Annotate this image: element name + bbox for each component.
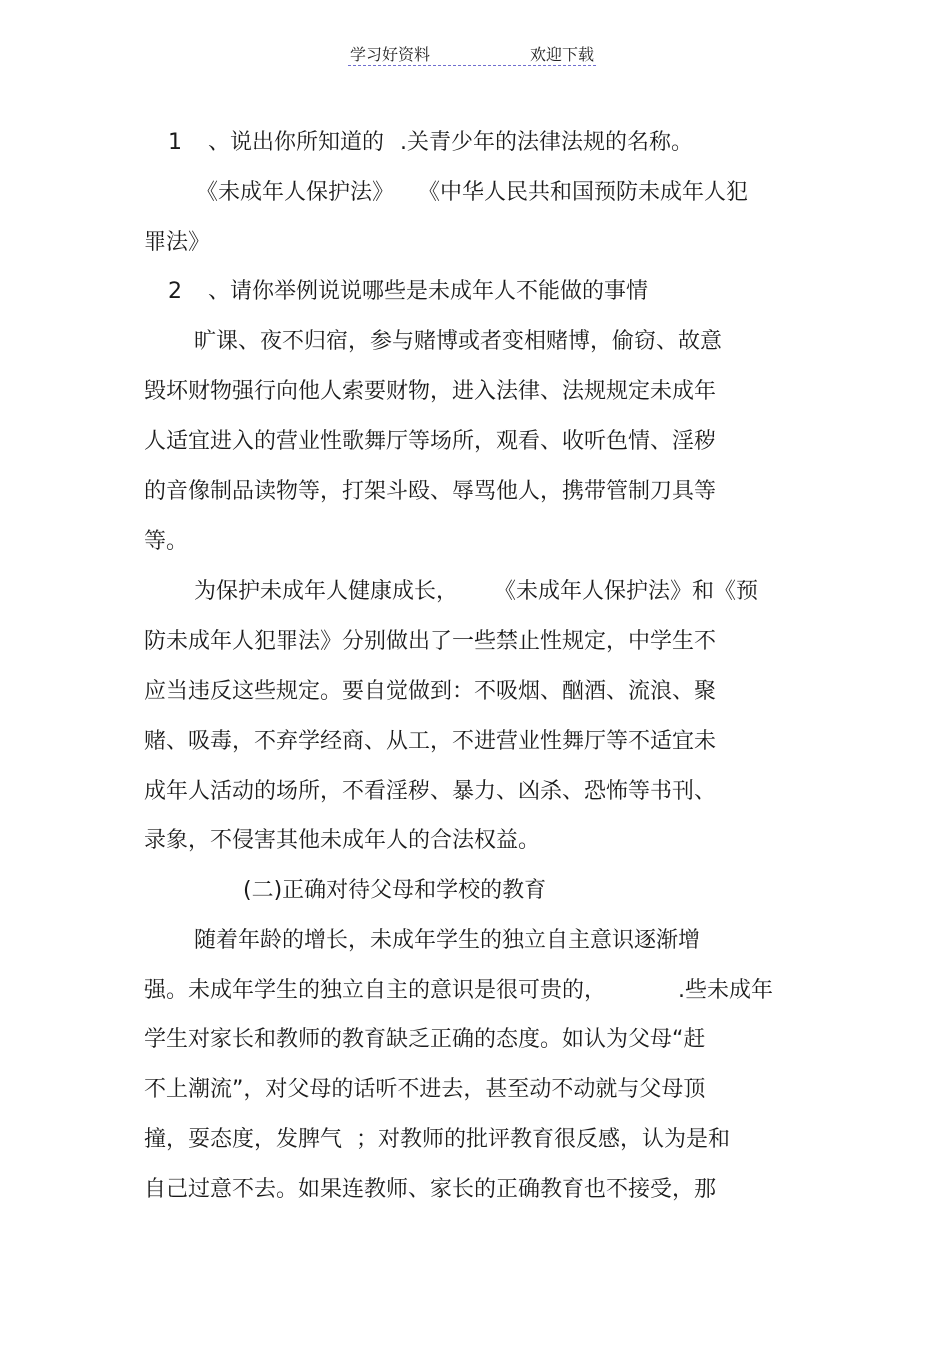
paragraph-2-line-5: 成年人活动的场所，不看淫秽、暴力、凶杀、恐怖等书刊、 — [144, 779, 717, 804]
law-title-1: 《未成年人保护法》 — [196, 180, 395, 205]
paragraph-1-line-1: 旷课、夜不归宿，参与赌博或者变相赌博，偷窃、故意 — [194, 329, 723, 354]
paragraph-1-line-2: 毁坏财物强行向他人索要财物，进入法律、法规规定未成年 — [144, 379, 717, 404]
question-1 — [168, 128, 693, 158]
paragraph-3-line-2 — [144, 976, 773, 1006]
paragraph-3-line-2-a: 强。未成年学生的独立自主的意识是很可贵的， — [144, 978, 607, 1003]
answer-1-line-1 — [196, 178, 748, 208]
section-title: (二)正确对待父母和学校的教育 — [243, 878, 547, 903]
paragraph-1-line-3: 人适宜进入的营业性歌舞厅等场所，观看、收听色情、淫秽 — [144, 429, 717, 454]
page-header — [348, 40, 596, 66]
paragraph-2-line-6: 录象，不侵害其他未成年人的合法权益。 — [144, 828, 541, 853]
answer-1-line-2: 罪法》 — [144, 230, 211, 255]
paragraph-2-line-4: 赌、吸毒，不弃学经商、从工，不进营业性舞厅等不适宜未 — [144, 729, 717, 754]
question-1-number: 1 — [168, 130, 182, 155]
paragraph-2-line-3: 应当违反这些规定。要自觉做到：不吸烟、酗酒、流浪、聚 — [144, 679, 717, 704]
paragraph-3-line-6: 自己过意不去。如果连教师、家长的正确教育也不接受，那 — [144, 1177, 717, 1202]
question-1-text: 、说出你所知道的 — [208, 130, 385, 155]
header-right-text: 欢迎下载 — [529, 45, 594, 64]
paragraph-2-line-2: 防未成年人犯罪法》分别做出了一些禁止性规定，中学生不 — [144, 629, 717, 654]
paragraph-1-line-5: 等。 — [144, 529, 189, 554]
paragraph-3-line-3: 学生对家长和教师的教育缺乏正确的态度。如认为父母“赶 — [144, 1027, 706, 1052]
paragraph-2-line-1-b: 《未成年人保护法》和《预 — [494, 579, 759, 604]
paragraph-3-line-4: 不上潮流”，对父母的话听不进去，甚至动不动就与父母顶 — [144, 1077, 706, 1102]
paragraph-2-line-1 — [194, 577, 758, 607]
paragraph-3-line-2-b: .些未成年 — [678, 978, 774, 1003]
question-1-tail: .关青少年的法律法规的名称。 — [400, 130, 694, 155]
paragraph-1-line-4: 的音像制品读物等，打架斗殴、辱骂他人，携带管制刀具等 — [144, 479, 717, 504]
paragraph-3-line-5-b: ；对教师的批评教育很反感，认为是和 — [356, 1127, 731, 1152]
question-2 — [168, 277, 648, 307]
paragraph-2-line-1-a: 为保护未成年人健康成长， — [194, 579, 459, 604]
law-title-2: 《中华人民共和国预防未成年人犯 — [418, 180, 749, 205]
question-2-text: 、请你举例说说哪些是未成年人不能做的事情 — [208, 279, 649, 304]
paragraph-3-line-5 — [144, 1125, 730, 1155]
paragraph-3-line-1: 随着年龄的增长，未成年学生的独立自主意识逐渐增 — [194, 928, 701, 953]
header-left-text: 学习好资料 — [350, 45, 431, 64]
header-dashed-rule — [348, 65, 596, 66]
paragraph-3-line-5-a: 撞，耍态度，发脾气 — [144, 1127, 343, 1152]
question-2-number: 2 — [168, 279, 182, 304]
